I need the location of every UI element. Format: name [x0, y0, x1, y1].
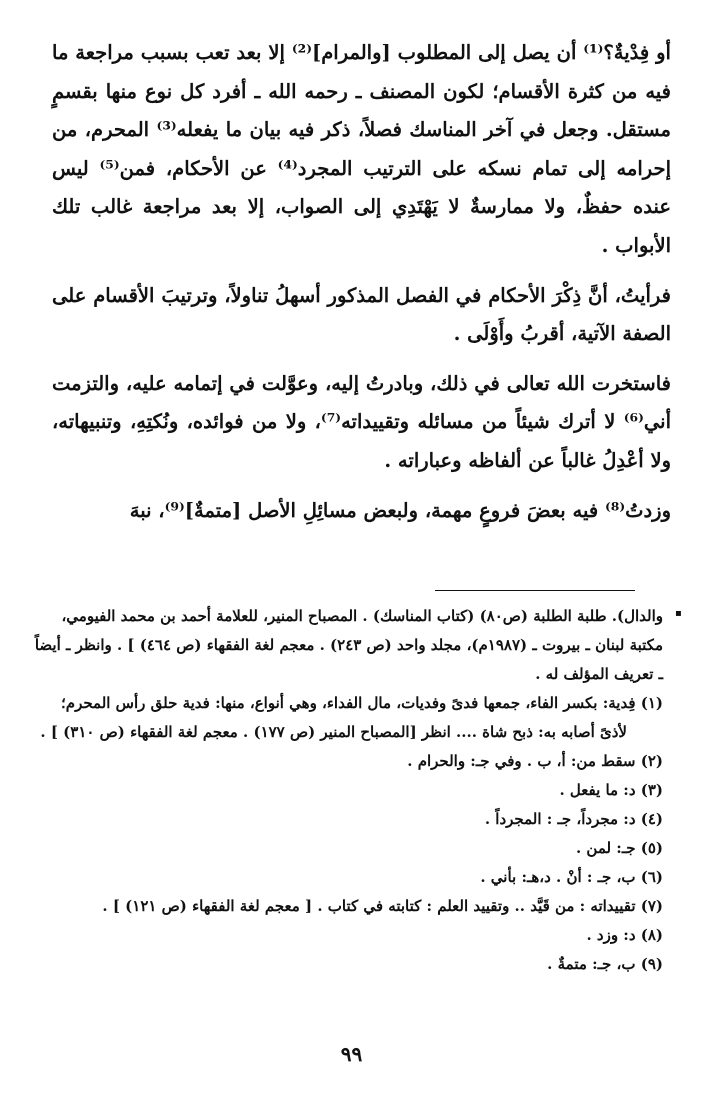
footnote-1: (١) فِدية: بكسر الفاء، جمعها فدىً وفديات، مال الفداء، وهي أنواع، منها: فدية حلق رأس المحرم؛ لأذىً أصابه به: ذبح شاة .... انظر [المصباح المنير (ص ١٧٧) . معجم لغة الفقهاء (ص ٣١٠) ] .	[40, 694, 663, 741]
footnotes	[32, 602, 663, 979]
footnote-continuation: والدال). طلبة الطلبة (ص٨٠) (كتاب المناسك) . المصباح المنير، للعلامة أحمد بن محمد الفيومي، مكتبة لبنان ـ بيروت ـ (١٩٨٧م)، مجلد واحد (ص ٢٤٣) . معجم لغة الفقهاء (ص ٤٦٤) ] . وانظر ـ أيضاً ـ تعريف المؤلف له .	[34, 607, 663, 683]
main-text	[52, 34, 671, 530]
paragraph-4: وزدتُ⁽⁸⁾ فيه بعضَ فروعٍ مهمة، ولبعض مسائِلِ الأصل [متمةٌ]⁽⁹⁾، نبهَ	[129, 498, 671, 522]
footnote-3: (٣) د: ما يفعل .	[559, 781, 663, 799]
footnote-9: (٩) ب، جـ: متمةٌ .	[547, 955, 663, 973]
footnote-2: (٢) سقط من: أ، ب . وفي جـ: والحرام .	[407, 752, 663, 770]
footnote-7: (٧) تقييداته : من قَيَّد .. وتقييد العلم : كتابته في كتاب . [ معجم لغة الفقهاء (ص ١٢١) ] .	[102, 897, 663, 915]
footnote-6: (٦) ب، جـ : أنْ . د،هـ: بأني .	[480, 868, 663, 886]
footnote-4: (٤) د: مجرداً، جـ : المجرداً .	[484, 810, 663, 828]
footnote-divider	[435, 590, 635, 591]
footnote-5: (٥) جـ: لمن .	[575, 839, 663, 857]
footnote-continuation-bullet: ▪	[675, 608, 682, 619]
paragraph-1: أو فِدْيةٌ؟⁽¹⁾ أن يصل إلى المطلوب [والمرام]⁽²⁾ إلا بعد تعب بسبب مراجعة ما فيه من كثرة الأقسام؛ لكون المصنف ـ رحمه الله ـ أفرد كل نوع منها بقسمٍ مستقل. وجعل في آخر المناسك فصلاً، ذكر فيه بيان ما يفعله⁽³⁾ المحرم، من إحرامه إلى تمام نسكه على الترتيب المجرد⁽⁴⁾ عن الأحكام، فمن⁽⁵⁾ ليس عنده حفظٌ، ولا ممارسةٌ لا يَهْتَدِي إلى الصواب، إلا بعد مراجعة غالب تلك الأبواب .	[52, 41, 671, 257]
footnote-8: (٨) د: وزد .	[586, 926, 663, 944]
paragraph-3: فاستخرت الله تعالى في ذلك، وبادرتُ إليه، وعوَّلت في إتمامه عليه، والتزمت أني⁽⁶⁾ لا أترك شيئاً من مسائله وتقييداته⁽⁷⁾، ولا من فوائده، ونُكتِهِ، وتنبيهاته، ولا أعْدِلُ غالباً عن ألفاظه وعباراته .	[52, 371, 671, 472]
page-number: ٩٩	[340, 1042, 363, 1066]
paragraph-2: فرأيتُ، أنَّ ذِكْرَ الأحكام في الفصل المذكور أسهلُ تناولاً، وترتيبَ الأقسام على الصفة الآتية، أقربُ وأَوْلَى .	[52, 283, 671, 346]
